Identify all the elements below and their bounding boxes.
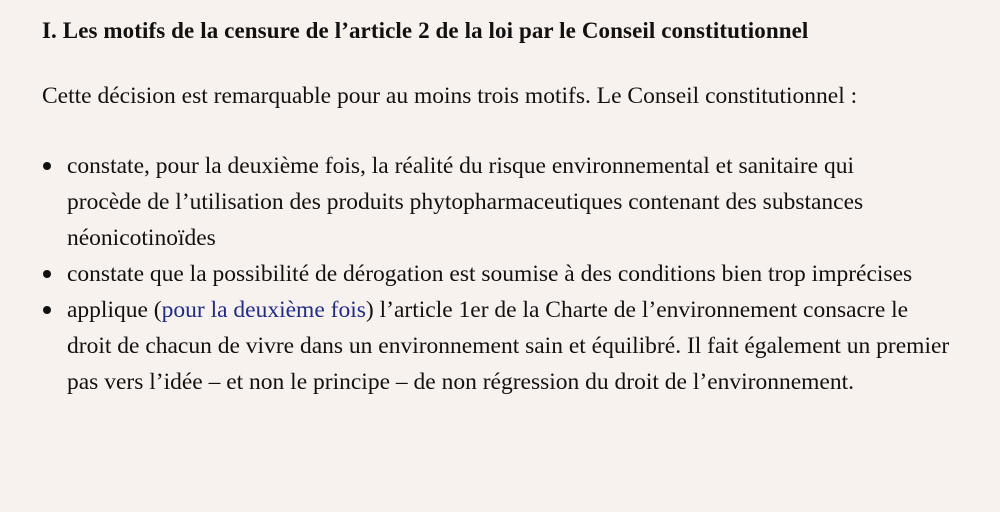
list-item <box>42 256 960 292</box>
motifs-list <box>42 148 960 400</box>
list-item-text-after: ) l’article 1er de la Charte de l’environnement consacre le droit de chacun de vivre dans un environnement sain et équilibré. Il fait également un premier pas vers l’idée – et non le principe – de non régression du droit de l’environnement. <box>67 297 950 395</box>
list-item-text: constate que la possibilité de dérogation est soumise à des conditions bien trop imprécises <box>67 261 913 287</box>
list-item-text <box>67 292 957 400</box>
bullet-icon <box>43 306 51 314</box>
deuxieme-fois-link[interactable]: pour la deuxième fois <box>161 297 366 323</box>
list-item-text: constate, pour la deuxième fois, la réalité du risque environnemental et sanitaire qui procède de l’utilisation des produits phytopharmaceutiques contenant des substances néonicotinoïdes <box>67 153 864 251</box>
list-item-text-before: applique ( <box>67 297 162 323</box>
intro-paragraph: Cette décision est remarquable pour au moins trois motifs. Le Conseil constitutionnel : <box>42 83 858 109</box>
bullet-icon <box>43 270 51 278</box>
section-heading: I. Les motifs de la censure de l’article 2 de la loi par le Conseil constitutionnel <box>42 18 809 43</box>
bullet-icon <box>43 162 51 170</box>
list-item <box>42 292 960 400</box>
list-item <box>42 148 960 256</box>
